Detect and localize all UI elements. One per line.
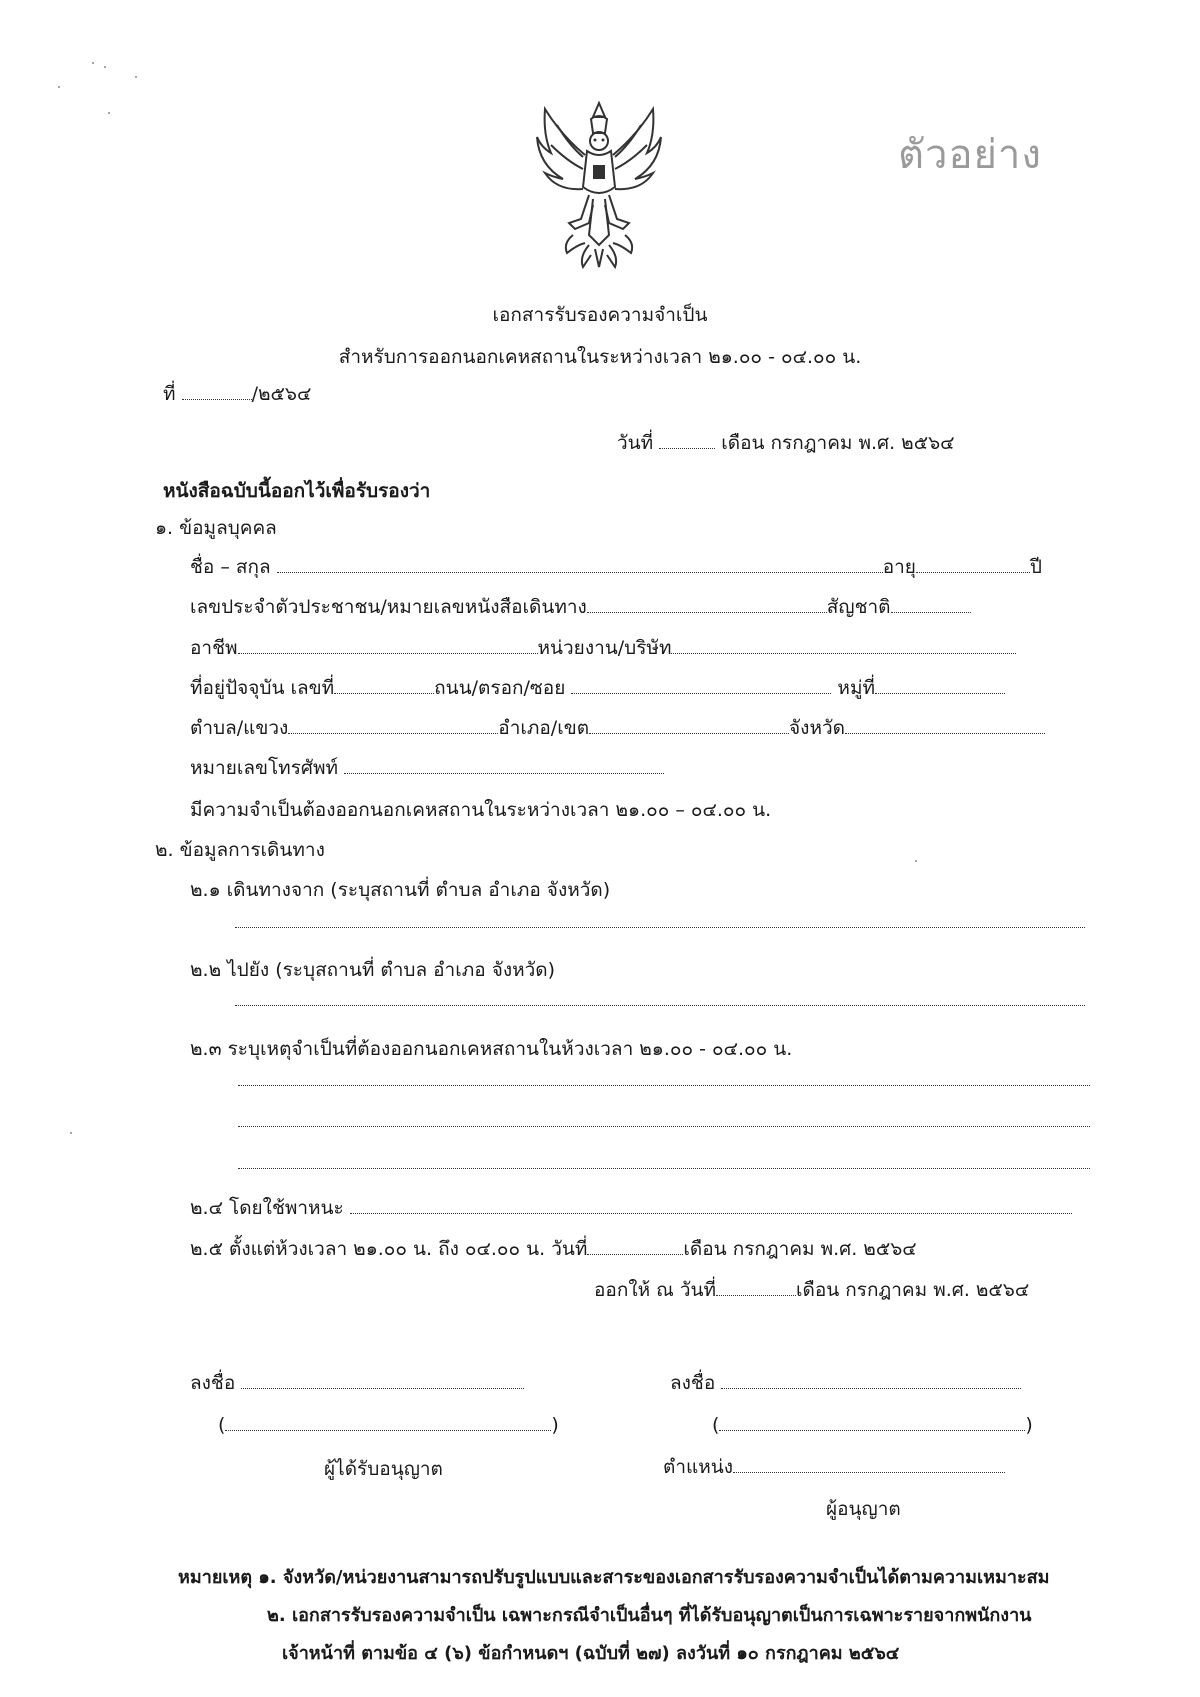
sample-stamp: ตัวอย่าง (898, 132, 1042, 178)
travel-from-field[interactable] (235, 927, 1085, 928)
subdistrict-label: ตำบล/แขวง (190, 717, 289, 739)
reference-number (163, 381, 311, 407)
name-row (190, 554, 1042, 580)
section2-heading: ๒. ข้อมูลการเดินทาง (155, 839, 325, 861)
occupation-row (190, 635, 1016, 661)
travel-reason-label: ๒.๓ ระบุเหตุจำเป็นที่ต้องออกนอกเคหสถานในห้วงเวลา ๒๑.๐๐ - ๐๔.๐๐ น. (190, 1038, 793, 1060)
id-label: เลขประจำตัวประชาชน/หมายเลขหนังสือเดินทาง (190, 596, 587, 618)
name-label: ชื่อ – สกุล (190, 556, 271, 578)
close-paren: ) (551, 1414, 559, 1436)
approver-signature-field[interactable] (721, 1370, 1021, 1389)
travel-reason-field-1[interactable] (238, 1085, 1090, 1086)
road-field[interactable] (571, 675, 831, 694)
id-field[interactable] (587, 594, 827, 613)
open-paren: ( (218, 1414, 226, 1436)
document-title: เอกสารรับรองความจำเป็น (492, 304, 708, 326)
travel-from-label: ๒.๑ เดินทางจาก (ระบุสถานที่ ตำบล อำเภอ จังหวัด) (190, 879, 611, 901)
section1-heading: ๑. ข้อมูลบุคคล (155, 517, 277, 539)
approver-position-field[interactable] (733, 1454, 1005, 1473)
ref-suffix: /๒๕๖๔ (251, 383, 312, 405)
approver-sign-label: ลงชื่อ (670, 1372, 716, 1394)
issued-date-row (594, 1277, 1029, 1303)
period-row (190, 1236, 917, 1262)
name-field[interactable] (277, 554, 883, 573)
permittee-caption: ผู้ได้รับอนุญาต (324, 1458, 443, 1480)
phone-row (190, 755, 664, 781)
issued-day-field[interactable] (716, 1277, 796, 1296)
travel-reason-field-3[interactable] (238, 1168, 1090, 1169)
vehicle-label: ๒.๔ โดยใช้พาหนะ (190, 1197, 344, 1219)
subdistrict-field[interactable] (288, 715, 498, 734)
province-label: จังหวัด (789, 717, 845, 739)
necessity-line: มีความจำเป็นต้องออกนอกเคหสถานในระหว่างเวลา ๒๑.๐๐ – ๐๔.๐๐ น. (190, 799, 772, 821)
permittee-sign-label: ลงชื่อ (190, 1372, 236, 1394)
approver-position-row (663, 1454, 1005, 1480)
nationality-field[interactable] (891, 594, 971, 613)
period-day-field[interactable] (587, 1236, 683, 1255)
travel-reason-field-2[interactable] (238, 1126, 1090, 1127)
location-row (190, 715, 1045, 741)
open-paren: ( (712, 1414, 720, 1436)
moo-field[interactable] (875, 675, 1005, 694)
issued-prefix: ออกให้ ณ วันที่ (594, 1279, 717, 1301)
id-row (190, 594, 971, 620)
moo-label: หมู่ที่ (837, 677, 875, 699)
note-line-2: ๒. เอกสารรับรองความจำเป็น เฉพาะกรณีจำเป็นอื่นๆ ที่ได้รับอนุญาตเป็นการเฉพาะรายจากพนักงาน (267, 1605, 1032, 1626)
ref-label: ที่ (163, 383, 176, 405)
issued-suffix: เดือน กรกฎาคม พ.ศ. ๒๕๖๔ (796, 1279, 1030, 1301)
approver-sign-row (670, 1370, 1021, 1396)
document-subtitle: สำหรับการออกนอกเคหสถานในระหว่างเวลา ๒๑.๐๐ - ๐๔.๐๐ น. (338, 346, 862, 368)
ref-number-field[interactable] (182, 381, 252, 400)
age-label: อายุ (882, 556, 916, 578)
company-label: หน่วยงาน/บริษัท (537, 637, 672, 659)
permittee-signature-field[interactable] (241, 1370, 524, 1389)
year-label: ปี (1029, 556, 1042, 578)
permittee-sign-row (190, 1370, 524, 1396)
position-label: ตำแหน่ง (663, 1456, 734, 1478)
period-suffix: เดือน กรกฎาคม พ.ศ. ๒๕๖๔ (683, 1238, 917, 1260)
road-label: ถนน/ตรอก/ซอย (434, 677, 566, 699)
company-field[interactable] (671, 635, 1016, 654)
note-line-3: เจ้าหน้าที่ ตามข้อ ๔ (๖) ข้อกำหนดฯ (ฉบับที่ ๒๗) ลงวันที่ ๑๐ กรกฎาคม ๒๕๖๔ (282, 1643, 900, 1664)
district-field[interactable] (589, 715, 789, 734)
travel-to-field[interactable] (235, 1005, 1085, 1006)
approver-name-field[interactable] (719, 1412, 1025, 1431)
province-field[interactable] (845, 715, 1045, 734)
date-day-field[interactable] (659, 430, 715, 449)
vehicle-field[interactable] (350, 1195, 1072, 1214)
vehicle-row (190, 1195, 1072, 1221)
house-number-field[interactable] (334, 675, 434, 694)
permittee-name-field[interactable] (225, 1412, 551, 1431)
date-label: วันที่ (617, 432, 654, 454)
approver-caption: ผู้อนุญาต (826, 1498, 901, 1520)
garuda-emblem-icon (533, 95, 665, 270)
phone-label: หมายเลขโทรศัพท์ (190, 757, 339, 779)
occupation-field[interactable] (238, 635, 538, 654)
approver-name-row (712, 1412, 1033, 1438)
address-label: ที่อยู่ปัจจุบัน เลขที่ (190, 677, 335, 699)
district-label: อำเภอ/เขต (498, 717, 590, 739)
address-row (190, 675, 1005, 701)
occupation-label: อาชีพ (190, 637, 238, 659)
age-field[interactable] (916, 554, 1030, 573)
note-line-1: หมายเหตุ ๑. จังหวัด/หน่วยงานสามารถปรับรูปแบบและสาระของเอกสารรับรองความจำเป็นได้ตามความเหมาะสม (178, 1567, 1050, 1588)
phone-field[interactable] (344, 755, 664, 774)
period-prefix: ๒.๕ ตั้งแต่ห้วงเวลา ๒๑.๐๐ น. ถึง ๐๔.๐๐ น. วันที่ (190, 1238, 588, 1260)
document-date (617, 430, 955, 456)
close-paren: ) (1025, 1414, 1033, 1436)
intro-statement: หนังสือฉบับนี้ออกไว้เพื่อรับรองว่า (163, 480, 431, 502)
travel-to-label: ๒.๒ ไปยัง (ระบุสถานที่ ตำบล อำเภอ จังหวัด) (190, 959, 556, 981)
date-suffix: เดือน กรกฎาคม พ.ศ. ๒๕๖๔ (721, 432, 955, 454)
nationality-label: สัญชาติ (826, 596, 891, 618)
permittee-name-row (218, 1412, 559, 1438)
